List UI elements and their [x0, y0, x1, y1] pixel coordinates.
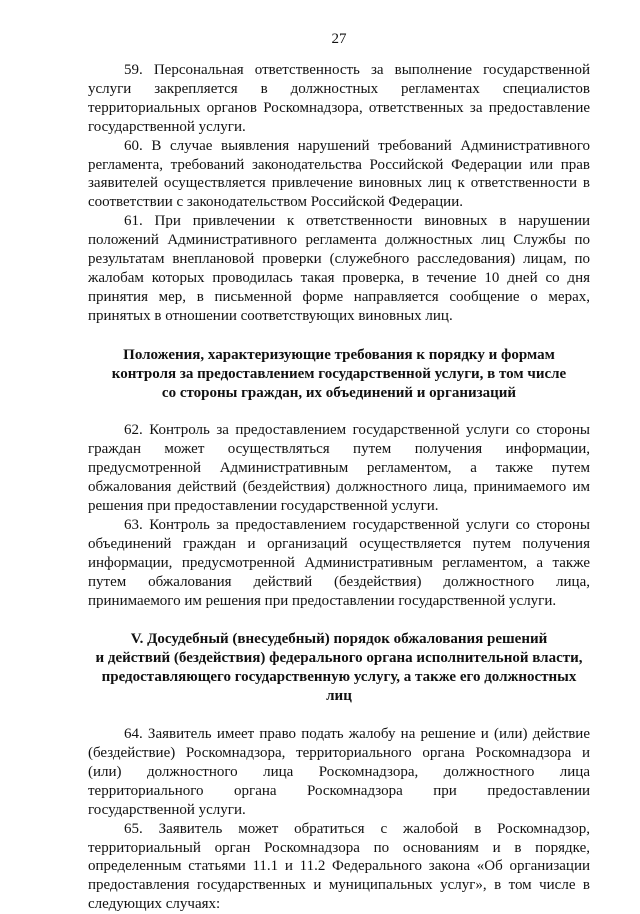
heading-line: со стороны граждан, их объединений и организаций — [161, 384, 517, 401]
paragraph-63: 63. Контроль за предоставлением государственной услуги со стороны объединений граждан и организаций осуществляется путем получения информации, предусмотренной Административным регламентом, а также путем обжалования действий (бездействия) должностного лица, принимаемого им решения при предоставлении государственной услуги. — [88, 516, 590, 609]
spacer — [88, 402, 590, 421]
heading-line: и действий (бездействия) федерального органа исполнительной власти, — [95, 650, 583, 667]
spacer — [88, 610, 590, 630]
paragraph-65: 65. Заявитель может обратиться с жалобой в Роскомнадзор, территориальный орган Роскомнадзора по основаниям и в порядке, определенным статьями 11.1 и 11.2 Федерального закона «Об организации предоставления государственных и муниципальных услуг», в том числе в следующих случаях: — [88, 820, 590, 913]
section-heading-appeal — [88, 630, 590, 706]
heading-line: предоставляющего государственную услугу, а также его должностных — [101, 669, 577, 686]
heading-line: V. Досудебный (внесудебный) порядок обжалования решений — [130, 631, 548, 648]
spacer — [88, 326, 590, 346]
heading-line: контроля за предоставлением государственной услуги, в том числе — [111, 365, 567, 382]
page-number: 27 — [331, 31, 347, 47]
document-page — [88, 30, 590, 914]
paragraph-60: 60. В случае выявления нарушений требований Административного регламента, требований законодательства Российской Федерации или прав заявителей осуществляется привлечение виновных лиц к ответственности в соответствии с законодательством Российской Федерации. — [88, 137, 590, 211]
paragraph-64: 64. Заявитель имеет право подать жалобу на решение и (или) действие (бездействие) Роскомнадзора, территориального органа Роскомнадзора и (или) должностного лица Роскомнадзора, должностного лица территориального органа Роскомнадзора при предоставлении государственной услуги. — [88, 726, 590, 818]
paragraph-59: 59. Персональная ответственность за выполнение государственной услуги закрепляется в должностных регламентах специалистов территориальных органов Роскомнадзора, ответственных за предоставление государственной услуги. — [88, 62, 590, 135]
section-heading-control — [88, 346, 590, 403]
paragraph-62: 62. Контроль за предоставлением государственной услуги со стороны граждан может осуществляться путем получения информации, предусмотренной Административным регламентом, а также путем обжалования действий (бездействия) должностного лица, принимаемого им решения при предоставлении государственной услуги. — [88, 422, 590, 515]
paragraph-61: 61. При привлечении к ответственности виновных в нарушении положений Административного регламента должностных лиц Службы по результатам внеплановой проверки (служебного расследования) лицам, по жалобам которых проводилась такая проверка, в течение 10 дней со дня принятия мер, в письменной форме направляется сообщение о мерах, принятых в отношении соответствующих виновных лиц. — [88, 213, 590, 324]
heading-line: лиц — [326, 688, 352, 705]
heading-line: Положения, характеризующие требования к порядку и формам — [123, 346, 555, 363]
spacer — [88, 706, 590, 725]
